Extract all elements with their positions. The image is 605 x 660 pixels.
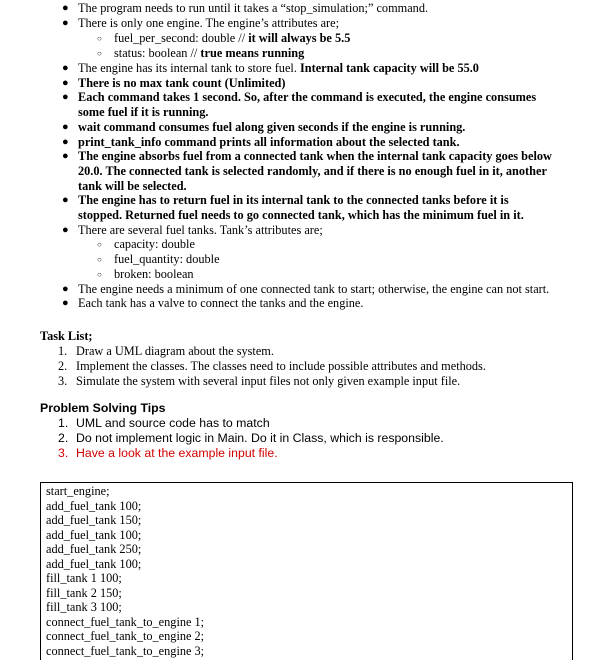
code-line: add_fuel_tank 100; [46, 498, 142, 513]
task-number: 3. [58, 374, 68, 388]
bullet-text [78, 223, 323, 237]
text-run: The engine needs a minimum of one connected tank to start; otherwise, the engine can not start. [78, 281, 550, 296]
code-line: connect_fuel_tank_to_engine 2; [46, 629, 205, 643]
hollow-circle-icon: ○ [97, 255, 102, 265]
tip-text: Do not implement logic in Main. Do it in Class, which is responsible. [76, 431, 444, 445]
hollow-circle-icon: ○ [97, 240, 102, 250]
text-run: Each tank has a valve to connect the tanks and the engine. [78, 296, 364, 311]
code-line: add_fuel_tank 100; [46, 556, 142, 571]
code-line: add_fuel_tank 150; [46, 513, 142, 527]
text-run: tank will be selected. [78, 178, 187, 193]
bullet-dot-icon: ● [62, 223, 69, 236]
text-run: fuel_quantity: double [114, 252, 220, 267]
task-number: 1. [58, 344, 68, 358]
sub-bullet-text [114, 237, 195, 251]
bullet-dot-icon: ● [62, 297, 69, 310]
tip-text: Have a look at the example input file. [76, 446, 278, 460]
text-run: it will always be 5.5 [248, 31, 351, 45]
code-line: add_fuel_tank 250; [46, 542, 142, 556]
bullet-text [78, 61, 479, 75]
code-line: fill_tank 1 100; [46, 571, 122, 585]
text-run: fuel_per_second: double // [114, 31, 249, 45]
bullet-text [78, 164, 547, 178]
tip-text: UML and source code has to match [76, 416, 270, 430]
code-line: connect_fuel_tank_to_engine 3; [46, 643, 205, 658]
hollow-circle-icon: ○ [97, 34, 102, 43]
bullet-text [78, 208, 524, 222]
tip-number: 3. [58, 446, 69, 460]
text-run: 20.0. The connected tank is selected randomly, and if there is no enough fuel in it, another [78, 163, 547, 178]
sub-bullet-text [114, 252, 220, 266]
bullet-dot-icon: ● [62, 282, 69, 295]
code-line: add_fuel_tank 100; [46, 527, 142, 542]
bullet-text [78, 76, 285, 90]
bullet-dot-icon: ● [62, 194, 69, 207]
bullet-dot-icon: ● [62, 76, 69, 89]
bullet-text [78, 179, 187, 193]
bullet-text [78, 149, 552, 163]
bullet-text [78, 16, 339, 30]
bullet-text [78, 1, 428, 15]
text-run: The program needs to run until it takes a “stop_simulation;” command. [78, 1, 429, 15]
text-run: some fuel if it is running. [78, 105, 209, 120]
text-run: capacity: double [114, 237, 195, 252]
bullet-text [78, 296, 363, 310]
text-run: stopped. Returned fuel needs to go connected tank, which has the minimum fuel in it. [78, 208, 524, 222]
text-run: print_tank_info command prints all information about the selected tank. [78, 134, 460, 149]
bullet-dot-icon: ● [62, 91, 69, 104]
sub-bullet-text [114, 267, 194, 281]
hollow-circle-icon: ○ [97, 49, 102, 58]
text-run: status: boolean // [114, 46, 201, 60]
tip-number: 1. [58, 416, 69, 430]
bullet-dot-icon: ● [62, 150, 69, 163]
sub-bullet-text [114, 31, 350, 45]
text-run: Each command takes 1 second. So, after the command is executed, the engine consumes [78, 90, 537, 105]
text-run: wait command consumes fuel along given seconds if the engine is running. [78, 119, 466, 134]
example-input-box [40, 482, 573, 660]
bullet-text [78, 282, 549, 296]
task-number: 2. [58, 359, 68, 373]
bullet-text [78, 90, 536, 104]
bullet-dot-icon: ● [62, 135, 69, 148]
task-text: Implement the classes. The classes need to include possible attributes and methods. [76, 359, 486, 373]
text-run: Internal tank capacity will be 55.0 [299, 61, 479, 75]
tips-title: Problem Solving Tips [40, 401, 166, 415]
text-run: The engine has its internal tank to store fuel. [78, 61, 300, 75]
bullet-text [78, 120, 465, 134]
task-text: Draw a UML diagram about the system. [76, 344, 274, 358]
code-line: fill_tank 2 150; [46, 585, 122, 600]
bullet-text [78, 105, 209, 119]
text-run: There is only one engine. The engine’s attributes are; [78, 16, 339, 30]
task-text: Simulate the system with several input files not only given example input file. [76, 374, 461, 388]
code-line: start_engine; [46, 484, 110, 498]
bullet-dot-icon: ● [62, 62, 69, 74]
text-run: The engine has to return fuel in its internal tank to the connected tanks before it is [78, 193, 509, 208]
bullet-text [78, 193, 509, 207]
bullet-dot-icon: ● [62, 120, 69, 133]
code-line: connect_fuel_tank_to_engine 1; [46, 614, 205, 629]
code-line: fill_tank 3 100; [46, 600, 122, 614]
hollow-circle-icon: ○ [97, 269, 102, 279]
text-run: There is no max tank count (Unlimited) [78, 75, 286, 90]
text-run: The engine absorbs fuel from a connected tank when the internal tank capacity goes below [78, 149, 552, 164]
bullet-dot-icon: ● [62, 17, 69, 29]
bullet-text [78, 135, 460, 149]
sub-bullet-text [114, 46, 304, 60]
text-run: broken: boolean [114, 266, 194, 281]
task-list-title: Task List; [40, 329, 93, 343]
bullet-dot-icon: ● [62, 2, 69, 14]
text-run: There are several fuel tanks. Tank’s attributes are; [78, 222, 323, 237]
text-run: true means running [200, 46, 305, 60]
tip-number: 2. [58, 431, 69, 445]
